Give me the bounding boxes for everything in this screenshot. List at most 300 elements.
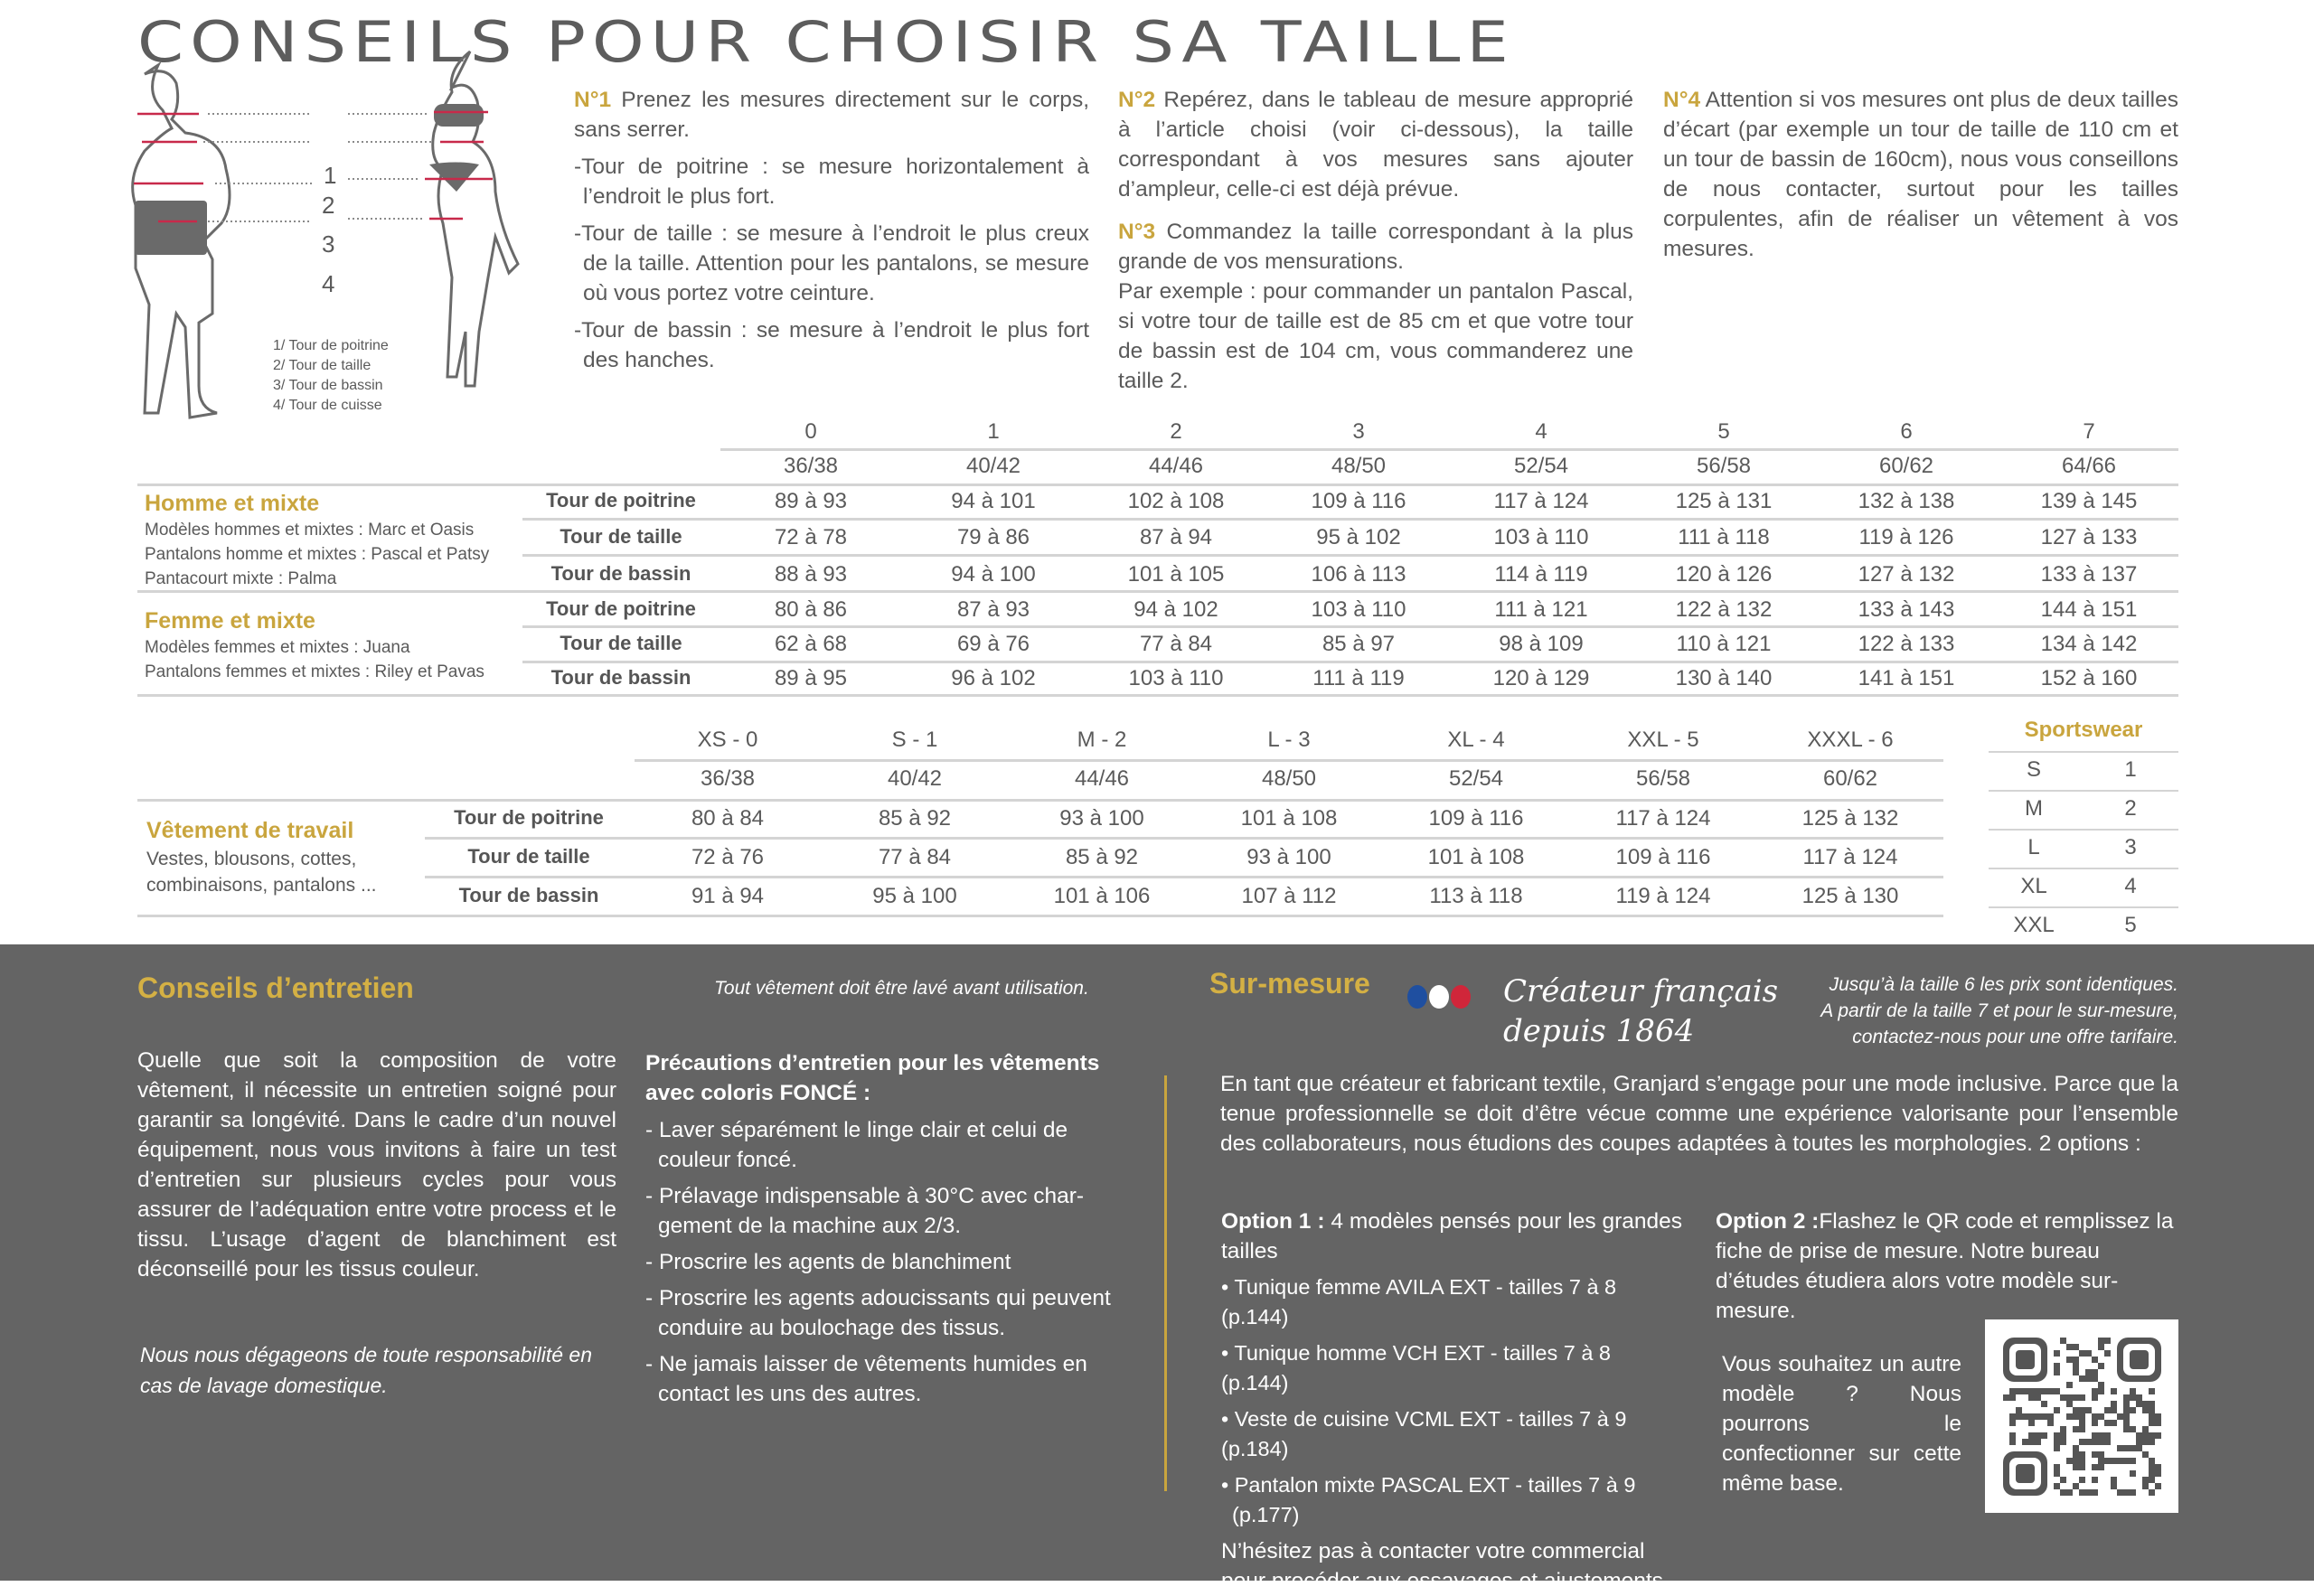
qr-module: [2066, 1489, 2073, 1496]
qr-module: [2060, 1489, 2066, 1496]
measure-value: 91 à 94: [691, 884, 765, 908]
measure-value: 127 à 133: [2040, 525, 2138, 549]
tip-1-text: Prenez les mesures directement sur le corps, sans serrer.: [574, 88, 1089, 142]
group-subtitle: Modèles hommes et mixtes : Marc et Oasis: [145, 521, 475, 540]
qr-module: [2098, 1338, 2104, 1344]
measure-value: 117 à 124: [1802, 845, 1898, 869]
qr-module: [2047, 1413, 2054, 1420]
measure-value: 98 à 109: [1499, 632, 1584, 656]
divider: [137, 915, 1943, 917]
qr-module: [2054, 1439, 2060, 1445]
eu-size-header: 36/38: [700, 766, 756, 791]
option-2-label: Option 2 :: [1716, 1209, 1820, 1234]
signature-line: depuis 1864: [1503, 1013, 1695, 1049]
divider: [522, 625, 2178, 628]
measure-value: 69 à 76: [956, 632, 1030, 656]
measure-value: 101 à 105: [1127, 562, 1225, 587]
tip-3-example: Par exemple : pour commander un pantalon Pascal, si votre tour de taille est de 85 cm et que votre tour de bassin est de 104 cm, vous commanderez une taille 2.: [1118, 279, 1633, 393]
group-subtitle: Pantacourt mixte : Palma: [145, 569, 337, 588]
qr-module: [2092, 1432, 2098, 1439]
measure-value: 89 à 95: [774, 666, 848, 690]
qr-module: [2123, 1458, 2130, 1464]
qr-module: [2136, 1432, 2142, 1439]
qr-module: [2136, 1394, 2142, 1401]
precaution-item: - Proscrire les agents adoucissants qui peuvent conduire au boulochage des tissus.: [645, 1286, 1111, 1340]
measure-label: Tour de taille: [467, 845, 590, 868]
measure-value: 125 à 130: [1801, 884, 1899, 908]
eu-size-header: 52/54: [1448, 766, 1504, 791]
qr-module: [2060, 1477, 2066, 1483]
precaution-item: - Laver séparément le linge clair et celui de couleur foncé.: [645, 1118, 1068, 1172]
price-note-line: Jusqu’à la taille 6 les prix sont identiques.: [1829, 974, 2178, 995]
care-body: Quelle que soit la composition de votre vêtement, il nécessite un entretien soigné pour garantir sa longévité. Dans le cadre d’un nouvel équipement, nous vous invitons à faire un test d’entretien sur plusieurs cycles pour vous assurer de l’adéquation entre votre process et le tissu. L’usage d’agent de blanchiment est déconseillé pour les tissus couleur.: [137, 1048, 616, 1281]
other-model-text: Vous souhaitez un autre modèle ? Nous pourrons le confectionner sur cette même base.: [1722, 1352, 1961, 1496]
qr-module: [2009, 1420, 2016, 1426]
option-2: [1716, 1206, 2178, 1326]
measure-value: 109 à 116: [1615, 845, 1711, 869]
qr-module: [2155, 1470, 2161, 1477]
qr-code[interactable]: [1985, 1319, 2178, 1513]
eu-size-header: 56/58: [1696, 454, 1752, 478]
qr-module: [2098, 1413, 2104, 1420]
qr-module: [2149, 1470, 2155, 1477]
measure-value: 111 à 118: [1678, 525, 1770, 549]
qr-module: [2130, 1489, 2136, 1496]
qr-module: [2073, 1458, 2079, 1464]
group-subtitle: Modèles femmes et mixtes : Juana: [145, 638, 410, 657]
measure-value: 111 à 121: [1494, 597, 1588, 622]
divider: [137, 799, 1943, 802]
group-title: Femme et mixte: [145, 608, 315, 634]
measure-value: 93 à 100: [1059, 806, 1144, 831]
qr-module: [2123, 1401, 2130, 1407]
qr-module: [2073, 1363, 2079, 1369]
qr-module: [2111, 1401, 2117, 1407]
sportswear-number: 3: [2124, 835, 2137, 859]
qr-module: [2149, 1432, 2155, 1439]
qr-module: [2130, 1458, 2136, 1464]
qr-module: [2022, 1413, 2028, 1420]
qr-module: [2142, 1477, 2149, 1483]
divider: [522, 518, 2178, 521]
measure-value: 133 à 137: [2040, 562, 2138, 587]
qr-module: [2149, 1420, 2155, 1426]
measure-value: 120 à 129: [1492, 666, 1590, 690]
size-header: 5: [1717, 419, 1730, 444]
qr-module: [2054, 1470, 2060, 1477]
tip-1-item: -Tour de bassin : se mesure à l’endroit le plus fort des hanches.: [574, 318, 1089, 372]
divider: [635, 759, 1943, 762]
qr-module: [2123, 1420, 2130, 1426]
tip-1-label: N°1: [574, 88, 612, 112]
measure-value: 103 à 110: [1493, 525, 1589, 549]
qr-module: [2054, 1464, 2060, 1470]
divider: [522, 661, 2178, 663]
qr-module: [2092, 1439, 2098, 1445]
eu-size-header: 48/50: [1261, 766, 1317, 791]
qr-module: [2066, 1394, 2073, 1401]
qr-module: [2149, 1458, 2155, 1464]
sportswear-number: 5: [2124, 913, 2137, 937]
sportswear-size: S: [2026, 757, 2041, 782]
qr-module: [2136, 1401, 2142, 1407]
eu-size-header: 64/66: [2061, 454, 2117, 478]
divider: [425, 837, 1943, 840]
measure-value: 114 à 119: [1494, 562, 1588, 587]
marker-1: 1: [324, 162, 337, 189]
qr-module: [2142, 1483, 2149, 1489]
size-header: 3: [1352, 419, 1365, 444]
option-1-outro: N’hésitez pas à contacter votre commercial pour procéder aux essayages et ajustements.: [1221, 1539, 1670, 1593]
sportswear-size: XL: [2020, 874, 2047, 898]
qr-module: [2054, 1407, 2060, 1413]
measure-value: 103 à 110: [1128, 666, 1224, 690]
qr-module: [2073, 1483, 2079, 1489]
sportswear-size: XXL: [2013, 913, 2055, 937]
qr-module: [2085, 1350, 2092, 1357]
qr-module: [2098, 1388, 2104, 1394]
qr-module: [2092, 1489, 2098, 1496]
eu-size-header: 56/58: [1635, 766, 1691, 791]
sportswear-number: 4: [2124, 874, 2137, 898]
care-note: Tout vêtement doit être lavé avant utilisation.: [714, 978, 1089, 999]
qr-module: [2009, 1439, 2016, 1445]
divider: [137, 590, 2178, 593]
sportswear-title: Sportswear: [2024, 718, 2143, 742]
qr-module: [2111, 1458, 2117, 1464]
measure-value: 85 à 97: [1322, 632, 1396, 656]
qr-module: [2092, 1420, 2098, 1426]
measure-value: 94 à 101: [951, 489, 1036, 513]
qr-module: [2073, 1426, 2079, 1432]
price-note-line: A partir de la taille 7 et pour le sur-mesure,: [1820, 1000, 2178, 1021]
qr-module: [2104, 1439, 2111, 1445]
qr-module: [2085, 1489, 2092, 1496]
qr-module: [2054, 1369, 2060, 1375]
qr-module: [2117, 1489, 2123, 1496]
qr-module: [2123, 1426, 2130, 1432]
eu-size-header: 60/62: [1822, 766, 1878, 791]
measure-value: 96 à 102: [951, 666, 1036, 690]
sportswear-size: M: [2025, 796, 2043, 821]
qr-module: [2111, 1483, 2117, 1489]
qr-module: [2130, 1445, 2136, 1451]
tip-4: [1663, 85, 2178, 271]
qr-module: [2035, 1394, 2041, 1401]
qr-module: [2130, 1470, 2136, 1477]
qr-module: [2079, 1426, 2085, 1432]
measure-value: 133 à 143: [1858, 597, 1955, 622]
qr-module: [2079, 1413, 2085, 1420]
care-disclaimer: Nous nous dégageons de toute responsabilité en cas de lavage domestique.: [140, 1343, 592, 1397]
qr-module: [2111, 1420, 2117, 1426]
option-1-item: • Tunique femme AVILA EXT - tailles 7 à 8 (p.144): [1221, 1275, 1617, 1328]
measure-value: 109 à 116: [1428, 806, 1524, 831]
qr-module: [2104, 1350, 2111, 1357]
qr-module: [2054, 1363, 2060, 1369]
measure-value: 72 à 78: [774, 525, 848, 549]
measure-value: 93 à 100: [1246, 845, 1331, 869]
option-1: [1221, 1206, 1682, 1596]
measure-value: 101 à 106: [1053, 884, 1151, 908]
qr-module: [2035, 1413, 2041, 1420]
qr-module: [2123, 1489, 2130, 1496]
measure-value: 85 à 92: [1065, 845, 1139, 869]
tip-4-text: Attention si vos mesures ont plus de deux tailles d’écart (par exemple un tour de taille de 110 cm et un tour de bassin de 160cm), nous vous conseillons de nous contacter, surtout pour les tailles corpulentes, afin de réaliser un vêtement à vos mesures.: [1663, 88, 2178, 261]
option-1-item: • Veste de cuisine VCML EXT - tailles 7 à 9 (p.184): [1221, 1407, 1627, 1460]
sportswear-size: L: [2027, 835, 2040, 859]
qr-module: [2041, 1432, 2047, 1439]
precaution-item: - Proscrire les agents de blanchiment: [645, 1250, 1011, 1274]
qr-module: [2130, 1426, 2136, 1432]
price-note: [1717, 972, 2178, 1050]
qr-module: [2028, 1394, 2035, 1401]
qr-module: [2092, 1477, 2098, 1483]
measure-value: 122 à 133: [1858, 632, 1955, 656]
qr-module: [2035, 1388, 2041, 1394]
qr-module: [2098, 1363, 2104, 1369]
qr-module: [2028, 1420, 2035, 1426]
qr-module: [2047, 1420, 2054, 1426]
option-1-text: 4 modèles pensés pour les grandes tailles: [1221, 1209, 1682, 1263]
divider: [425, 876, 1943, 878]
divider: [1989, 868, 2178, 869]
marker-3: 3: [322, 230, 335, 258]
divider: [720, 448, 2178, 451]
qr-module: [2016, 1413, 2022, 1420]
tip-1-item: -Tour de taille : se mesure à l’endroit le plus creux de la taille. Attention pour les pantalons, se mesure où vous portez votre ceinture.: [574, 221, 1089, 305]
size-header: 0: [804, 419, 817, 444]
qr-module: [2104, 1338, 2111, 1344]
qr-module: [2016, 1388, 2022, 1394]
measure-label: Tour de taille: [560, 632, 682, 654]
measure-value: 88 à 93: [774, 562, 848, 587]
qr-module: [2066, 1413, 2073, 1420]
qr-module: [2073, 1344, 2079, 1350]
qr-module: [2142, 1451, 2149, 1458]
qr-module: [2092, 1394, 2098, 1401]
group-title: Homme et mixte: [145, 491, 320, 516]
option-1-item: • Pantalon mixte PASCAL EXT - tailles 7 à 9 (p.177): [1221, 1473, 1636, 1526]
measure-value: 120 à 126: [1675, 562, 1773, 587]
size-header: L - 3: [1267, 728, 1311, 752]
qr-module: [2028, 1388, 2035, 1394]
qr-module: [2041, 1413, 2047, 1420]
measure-label: Tour de poitrine: [546, 597, 696, 620]
qr-module: [2028, 1413, 2035, 1420]
option-2-text: Flashez le QR code et remplissez la fiche de prise de mesure. Notre bureau d’études étudiera alors votre modèle sur-mesure.: [1716, 1209, 2174, 1323]
qr-module: [2092, 1413, 2098, 1420]
care-title: Conseils d’entretien: [137, 972, 414, 1004]
qr-module: [2149, 1439, 2155, 1445]
qr-module: [2009, 1413, 2016, 1420]
measure-value: 111 à 119: [1312, 666, 1405, 690]
qr-module: [2117, 1458, 2123, 1464]
divider: [1989, 751, 2178, 753]
qr-module: [2054, 1350, 2060, 1357]
qr-module: [2060, 1432, 2066, 1439]
measure-value: 62 à 68: [774, 632, 848, 656]
qr-module: [2060, 1426, 2066, 1432]
qr-module: [2085, 1439, 2092, 1445]
qr-module: [2028, 1439, 2035, 1445]
measure-label: Tour de bassin: [550, 666, 691, 689]
legend-item: 2/ Tour de taille: [273, 358, 372, 373]
qr-module: [2098, 1458, 2104, 1464]
tip-3-label: N°3: [1118, 220, 1156, 244]
size-header: XXXL - 6: [1807, 728, 1894, 752]
eu-size-header: 48/50: [1331, 454, 1387, 478]
measure-value: 127 à 132: [1858, 562, 1955, 587]
flag-dot: [1451, 985, 1471, 1009]
tip-2-3: [1118, 85, 1633, 403]
qr-module: [2098, 1432, 2104, 1439]
qr-module: [2079, 1458, 2085, 1464]
qr-module: [2073, 1413, 2079, 1420]
qr-module: [2117, 1413, 2123, 1420]
qr-module: [2092, 1375, 2098, 1382]
measure-value: 77 à 84: [878, 845, 952, 869]
eu-size-header: 36/38: [783, 454, 839, 478]
qr-module: [2054, 1388, 2060, 1394]
qr-module: [2085, 1407, 2092, 1413]
qr-module: [2098, 1464, 2104, 1470]
measure-value: 103 à 110: [1311, 597, 1406, 622]
measure-value: 122 à 132: [1675, 597, 1773, 622]
qr-module: [2035, 1439, 2041, 1445]
measure-value: 110 à 121: [1676, 632, 1772, 656]
measure-value: 125 à 131: [1675, 489, 1773, 513]
flag-dot: [1407, 985, 1427, 1009]
measure-value: 80 à 84: [691, 806, 765, 831]
qr-module: [2079, 1420, 2085, 1426]
qr-module: [2155, 1420, 2161, 1426]
qr-module: [2142, 1432, 2149, 1439]
measure-label: Tour de poitrine: [454, 806, 604, 829]
measure-value: 72 à 76: [691, 845, 765, 869]
qr-module: [2041, 1401, 2047, 1407]
tip-1-item: -Tour de poitrine : se mesure horizontalement à l’endroit le plus fort.: [574, 155, 1089, 209]
qr-module: [2149, 1413, 2155, 1420]
measure-value: 107 à 112: [1241, 884, 1337, 908]
qr-module: [2149, 1407, 2155, 1413]
measure-value: 109 à 116: [1311, 489, 1406, 513]
qr-module: [2073, 1445, 2079, 1451]
qr-module: [2079, 1350, 2085, 1357]
eu-size-header: 44/46: [1148, 454, 1204, 478]
measure-value: 79 à 86: [956, 525, 1030, 549]
qr-module: [2085, 1369, 2092, 1375]
page-title: CONSEILS POUR CHOISIR SA TAILLE: [137, 9, 1515, 75]
qr-module: [2073, 1407, 2079, 1413]
eu-size-header: 52/54: [1513, 454, 1569, 478]
marker-4: 4: [322, 270, 335, 297]
qr-module: [2066, 1344, 2073, 1350]
group-subtitle: Pantalons femmes et mixtes : Riley et Pavas: [145, 662, 484, 681]
qr-module: [2060, 1394, 2066, 1401]
tip-2-label: N°2: [1118, 88, 1156, 112]
qr-module: [2117, 1445, 2123, 1451]
divider: [1989, 906, 2178, 908]
precautions: [645, 1048, 1115, 1415]
measure-value: 95 à 102: [1316, 525, 1401, 549]
qr-module: [2098, 1451, 2104, 1458]
measure-value: 132 à 138: [1858, 489, 1955, 513]
qr-module: [2130, 1407, 2136, 1413]
qr-module: [2149, 1401, 2155, 1407]
qr-module: [2098, 1344, 2104, 1350]
qr-module: [2066, 1357, 2073, 1363]
measure-value: 95 à 100: [872, 884, 957, 908]
measure-value: 152 à 160: [2040, 666, 2138, 690]
size-header: 4: [1535, 419, 1547, 444]
eu-size-header: 40/42: [887, 766, 943, 791]
qr-module: [2079, 1375, 2085, 1382]
measure-value: 119 à 124: [1615, 884, 1711, 908]
qr-module: [2041, 1388, 2047, 1394]
qr-module: [2092, 1388, 2098, 1394]
measure-value: 101 à 108: [1240, 806, 1338, 831]
measure-value: 139 à 145: [2040, 489, 2138, 513]
qr-module: [2073, 1394, 2079, 1401]
measure-value: 102 à 108: [1127, 489, 1225, 513]
tip-1: [574, 85, 1089, 382]
surmesure-title: Sur-mesure: [1209, 967, 1370, 1000]
qr-module: [2022, 1388, 2028, 1394]
qr-module: [2016, 1464, 2035, 1483]
measure-value: 106 à 113: [1311, 562, 1406, 587]
qr-module: [2142, 1401, 2149, 1407]
qr-module: [2054, 1483, 2060, 1489]
qr-module: [2123, 1413, 2130, 1420]
tip-3-text: Commandez la taille correspondant à la plus grande de vos mensurations.: [1118, 220, 1633, 274]
surmesure-intro: En tant que créateur et fabricant textile, Granjard s’engage pour une mode inclusive. Parce que la tenue professionnelle se doit d’être vécue comme une expérience valorisante pour l’ensemble des collaborateurs, nous étudions des coupes adaptées à toutes les morphologies. 2 options :: [1220, 1072, 2178, 1156]
size-header: XXL - 5: [1627, 728, 1699, 752]
group-subtitle: Pantalons homme et mixtes : Pascal et Patsy: [145, 545, 490, 564]
qr-module: [2142, 1407, 2149, 1413]
qr-module: [2149, 1489, 2155, 1496]
qr-module: [2098, 1382, 2104, 1388]
qr-module: [2009, 1388, 2016, 1394]
qr-module: [2079, 1477, 2085, 1483]
divider: [137, 694, 2178, 697]
measure-value: 89 à 93: [774, 489, 848, 513]
group-subtitle: Vestes, blousons, cottes,: [146, 849, 357, 869]
eu-size-header: 40/42: [965, 454, 1021, 478]
measure-value: 113 à 118: [1429, 884, 1523, 908]
precautions-title: Précautions d’entretien pour les vêtements avec coloris FONCÉ :: [645, 1051, 1100, 1105]
qr-module: [2079, 1407, 2085, 1413]
qr-module: [2054, 1445, 2060, 1451]
precaution-item: - Ne jamais laisser de vêtements humides en contact les uns des autres.: [645, 1352, 1087, 1406]
qr-module: [2130, 1350, 2149, 1369]
qr-module: [2111, 1388, 2117, 1394]
measure-label: Tour de taille: [560, 525, 682, 548]
size-header: XS - 0: [697, 728, 758, 752]
measure-value: 119 à 126: [1858, 525, 1954, 549]
qr-module: [2016, 1350, 2035, 1369]
qr-module: [2079, 1489, 2085, 1496]
qr-module: [2066, 1458, 2073, 1464]
qr-module: [2035, 1432, 2041, 1439]
qr-module: [2111, 1477, 2117, 1483]
qr-module: [2155, 1432, 2161, 1439]
qr-module: [2085, 1375, 2092, 1382]
eu-size-header: 60/62: [1878, 454, 1934, 478]
measure-value: 87 à 94: [1139, 525, 1213, 549]
qr-module: [2098, 1439, 2104, 1445]
qr-module: [2136, 1445, 2142, 1451]
